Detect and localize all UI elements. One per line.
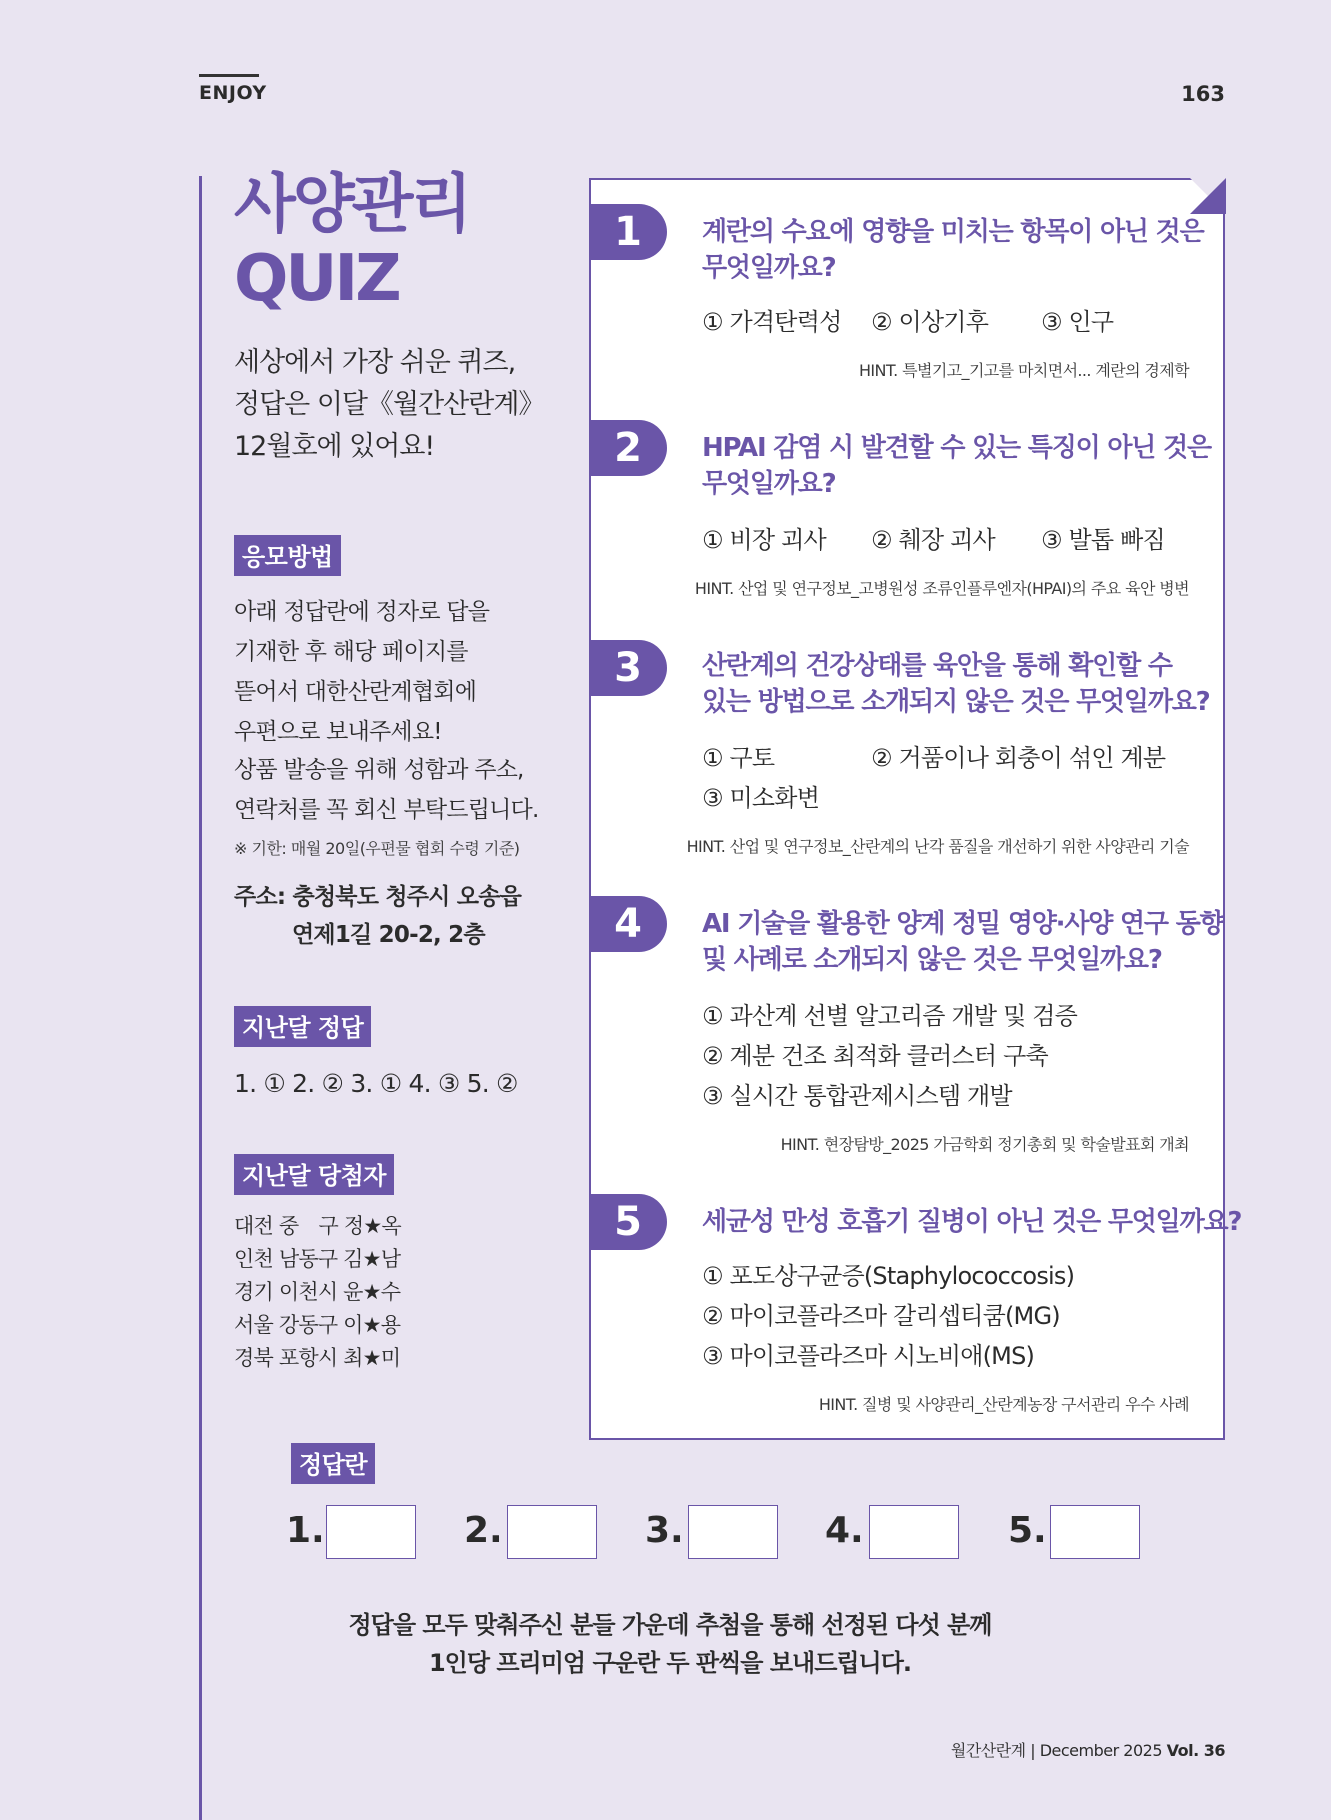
question-number-3: 3: [589, 640, 667, 696]
q2-option-1: ① 비장 괴사: [702, 526, 826, 554]
answer-label-1: 1.: [286, 1510, 325, 1551]
answer-label-2: 2.: [464, 1510, 503, 1551]
q4-option-3: ③ 실시간 통합관제시스템 개발: [702, 1082, 1012, 1110]
issue-date: December 2025: [1039, 1741, 1162, 1760]
question-line: AI 기술을 활용한 양계 정밀 영양·사양 연구 동향: [702, 909, 1224, 939]
answer-box-2[interactable]: [507, 1505, 597, 1559]
folio-divider: |: [1030, 1741, 1040, 1760]
question-line: HPAI 감염 시 발견할 수 있는 특징이 아닌 것은: [702, 433, 1211, 463]
q2-hint: HINT. 산업 및 연구정보_고병원성 조류인플루엔자(HPAI)의 주요 육안 병변: [694, 579, 1189, 598]
intro-line: 12월호에 있어요!: [234, 431, 435, 462]
question-5-text: [702, 1204, 1241, 1240]
answer-sheet-tag: 정답란: [291, 1443, 375, 1484]
winner-item: 서울 강동구 이★용: [234, 1313, 401, 1337]
folio: [951, 1738, 1225, 1761]
address: [234, 878, 521, 954]
q3-option-3: ③ 미소화변: [702, 784, 820, 812]
intro-line: 정답은 이달《월간산란계》: [234, 389, 545, 420]
how-to-apply-text: [234, 592, 489, 752]
q3-hint: HINT. 산업 및 연구정보_산란계의 난각 품질을 개선하기 위한 사양관리 기술: [686, 837, 1189, 856]
last-answers-tag: 지난달 정답: [234, 1006, 371, 1047]
apply-line: 아래 정답란에 정자로 답을: [234, 599, 490, 625]
section-tag: ENJOY: [199, 82, 267, 104]
address-line-1: 주소: 충청북도 청주시 오송읍: [234, 884, 522, 910]
q1-option-3: ③ 인구: [1041, 308, 1114, 336]
q5-option-1: ① 포도상구균증(Staphylococcosis): [702, 1262, 1075, 1290]
q5-option-3: ③ 마이코플라즈마 시노비애(MS): [702, 1342, 1035, 1370]
question-number-2: 2: [589, 420, 667, 476]
winner-item: 경기 이천시 윤★수: [234, 1280, 401, 1304]
title-line-1: 사양관리: [234, 168, 470, 242]
header-rule: [199, 74, 259, 77]
prize-message: [290, 1606, 1050, 1682]
q4-option-1: ① 과산계 선별 알고리즘 개발 및 검증: [702, 1002, 1078, 1030]
q2-option-2: ② 췌장 괴사: [871, 526, 995, 554]
question-number-5: 5: [589, 1194, 667, 1250]
question-number-4: 4: [589, 896, 667, 952]
answer-box-4[interactable]: [869, 1505, 959, 1559]
apply-line: 기재한 후 해당 페이지를: [234, 639, 468, 665]
winner-item: 대전 중 구 정★옥: [234, 1214, 401, 1238]
prize-line: 1인당 프리미엄 구운란 두 판씩을 보내드립니다.: [428, 1649, 912, 1677]
question-line: 계란의 수요에 영향을 미치는 항목이 아닌 것은: [702, 217, 1204, 247]
page-number: 163: [1181, 82, 1225, 106]
winner-item: 인천 남동구 김★남: [234, 1247, 401, 1271]
prize-line: 정답을 모두 맞춰주신 분들 가운데 추첨을 통해 선정된 다섯 분께: [348, 1611, 992, 1639]
title-line-2: QUIZ: [234, 242, 399, 316]
intro-text: [234, 342, 554, 468]
last-winners-tag: 지난달 당첨자: [234, 1154, 394, 1195]
q1-hint: HINT. 특별기고_기고를 마치면서... 계란의 경제학: [858, 361, 1189, 380]
question-2-text: [702, 430, 1211, 502]
question-line: 세균성 만성 호흡기 질병이 아닌 것은 무엇일까요?: [702, 1207, 1242, 1237]
intro-line: 세상에서 가장 쉬운 퀴즈,: [234, 347, 516, 378]
answer-label-5: 5.: [1008, 1510, 1047, 1551]
q5-option-2: ② 마이코플라즈마 갈리셉티쿰(MG): [702, 1302, 1060, 1330]
q4-hint: HINT. 현장탐방_2025 가금학회 정기총회 및 학술발표회 개최: [780, 1135, 1189, 1154]
q5-hint: HINT. 질병 및 사양관리_산란계농장 구서관리 우수 사례: [818, 1395, 1189, 1414]
question-3-text: [702, 648, 1210, 720]
q3-option-1: ① 구토: [702, 744, 775, 772]
q3-option-2: ② 거품이나 회충이 섞인 계분: [871, 744, 1166, 772]
answer-box-1[interactable]: [326, 1505, 416, 1559]
answer-label-4: 4.: [825, 1510, 864, 1551]
deadline-note: ※ 기한: 매월 20일(우편물 협회 수령 기준): [234, 839, 520, 858]
quiz-title: [234, 168, 469, 316]
q1-option-2: ② 이상기후: [871, 308, 989, 336]
volume: Vol. 36: [1166, 1741, 1225, 1760]
question-line: 산란계의 건강상태를 육안을 통해 확인할 수: [702, 651, 1172, 681]
question-number-1: 1: [589, 204, 667, 260]
shipping-line: 연락처를 꼭 회신 부탁드립니다.: [234, 797, 539, 823]
question-1-text: [702, 214, 1204, 286]
address-line-2: 연제1길 20-2, 2층: [292, 922, 485, 948]
answer-label-3: 3.: [645, 1510, 684, 1551]
shipping-text: [234, 750, 538, 830]
question-line: 및 사례로 소개되지 않은 것은 무엇일까요?: [702, 945, 1162, 975]
left-vertical-rule: [199, 176, 202, 1820]
magazine-name: 월간산란계: [950, 1741, 1026, 1760]
q2-option-3: ③ 발톱 빠짐: [1041, 526, 1165, 554]
answer-box-5[interactable]: [1050, 1505, 1140, 1559]
shipping-line: 상품 발송을 위해 성함과 주소,: [234, 757, 524, 783]
question-4-text: [702, 906, 1224, 978]
answer-box-3[interactable]: [688, 1505, 778, 1559]
question-line: 있는 방법으로 소개되지 않은 것은 무엇일까요?: [702, 687, 1210, 717]
corner-fold-accent: [1190, 178, 1226, 214]
question-line: 무엇일까요?: [702, 469, 836, 499]
how-to-apply-tag: 응모방법: [234, 535, 341, 576]
q4-option-2: ② 계분 건조 최적화 클러스터 구축: [702, 1042, 1048, 1070]
question-line: 무엇일까요?: [702, 253, 836, 283]
q1-option-1: ① 가격탄력성: [702, 308, 842, 336]
apply-line: 우편으로 보내주세요!: [234, 719, 442, 745]
apply-line: 뜯어서 대한산란계협회에: [234, 679, 477, 705]
last-answers-text: 1. ① 2. ② 3. ① 4. ③ 5. ②: [234, 1069, 518, 1098]
winners-list: [234, 1210, 401, 1375]
winner-item: 경북 포항시 최★미: [234, 1346, 401, 1370]
